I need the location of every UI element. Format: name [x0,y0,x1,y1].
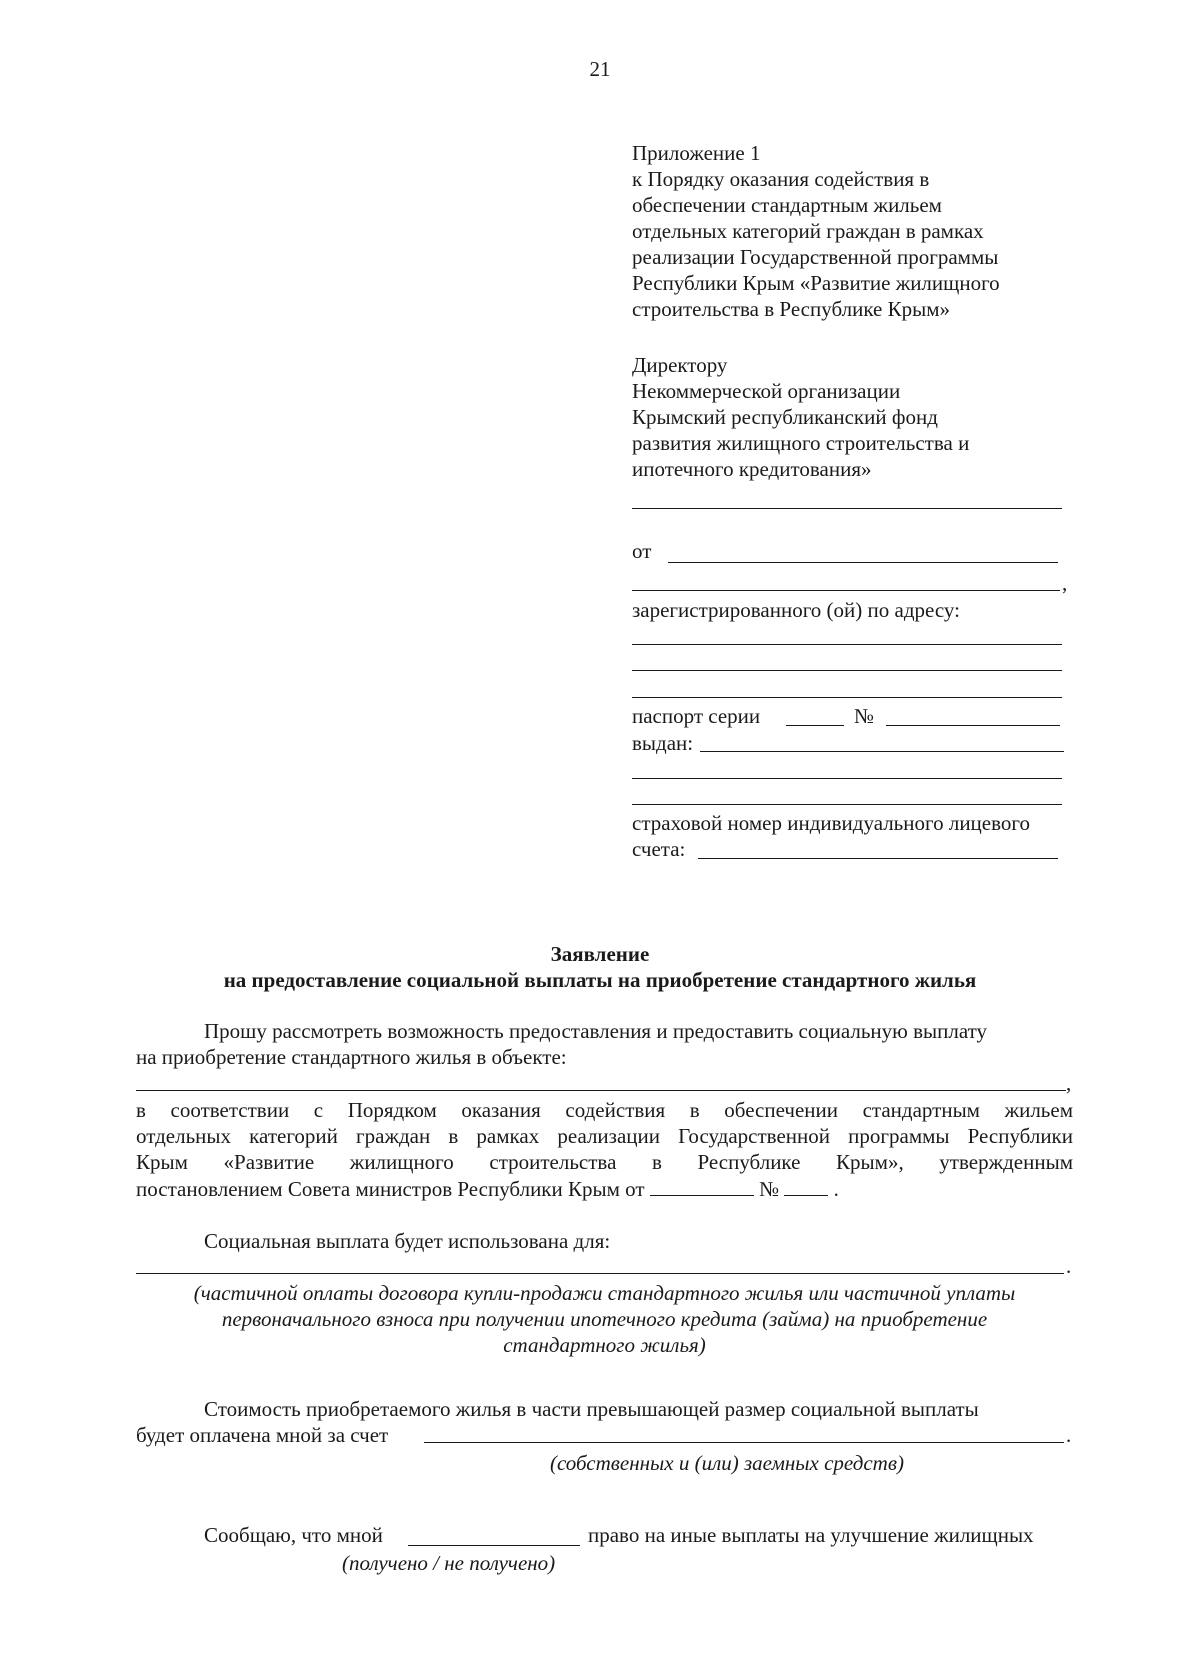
received-note: (получено / не получено) [342,1551,556,1575]
note-line: (частичной оплаты договора купли-продажи стандартного жилья или частичной уплаты [193,1281,1016,1305]
appendix-line: строительства в Республике Крым» [632,297,950,321]
text-line: Прошу рассмотреть возможность предоставления и предоставить социальную выплату [204,1019,988,1043]
addressee-name-field[interactable] [632,508,1062,509]
registered-label: зарегистрированного (ой) по адресу: [632,598,960,622]
comma: , [1066,1071,1072,1095]
appendix-line: Республики Крым «Развитие жилищного [632,271,1000,295]
issued-by-field-2[interactable] [632,778,1062,779]
address-field-3[interactable] [632,697,1062,698]
received-status-field[interactable] [408,1545,580,1546]
text-line: в соответствии с Порядком оказания содействия в обеспечении стандартным жильем [136,1098,1073,1122]
appendix-line: Приложение 1 [632,141,761,165]
funding-source-field[interactable] [424,1442,1064,1443]
appendix-header [632,140,1072,322]
address-field-2[interactable] [632,670,1062,671]
addressee-line: Некоммерческой организации [632,379,901,403]
period: . [1066,1254,1072,1278]
passport-series-field[interactable] [786,725,844,726]
paragraph-2 [136,1097,1073,1201]
number-sign: № [759,1177,780,1201]
resolution-date-field[interactable] [650,1175,754,1196]
appendix-line: реализации Государственной программы [632,245,999,269]
applicant-name-field-2[interactable] [632,590,1060,591]
paragraph-3: Социальная выплата будет использована для: [204,1229,611,1253]
page-number: 21 [589,57,611,81]
insurance-label: страховой номер индивидуального лицевого [632,811,1030,835]
insurance-number-field[interactable] [698,858,1058,859]
text-line: будет оплачена мной за счет [136,1423,389,1447]
period: . [1066,1423,1072,1447]
resolution-text: постановлением Совета министров Республики Крым от [136,1177,645,1201]
text-line [136,1175,1073,1201]
text-line: на приобретение стандартного жилья в объекте: [136,1045,567,1069]
note-line: первоначального взноса при получении ипотечного кредита (займа) на приобретение [221,1307,988,1331]
number-sign: № [854,704,875,728]
applicant-name-field[interactable] [668,562,1058,563]
issued-by-field-3[interactable] [632,804,1062,805]
comma: , [1062,571,1068,595]
paragraph-4 [136,1396,1073,1448]
document-subtitle: на предоставление социальной выплаты на приобретение стандартного жилья [223,968,977,992]
addressee-line: ипотечного кредитования» [632,457,872,481]
paragraph-1 [136,1018,1073,1070]
usage-note [136,1280,1073,1358]
issued-label: выдан: [632,731,694,755]
text-line: отдельных категорий граждан в рамках реализации Государственной программы Республики [136,1124,1073,1148]
resolution-number-field[interactable] [784,1175,828,1196]
addressee-line: развития жилищного строительства и [632,431,970,455]
text-line: Стоимость приобретаемого жилья в части превышающей размер социальной выплаты [204,1397,979,1421]
object-field[interactable] [136,1090,1066,1091]
period: . [833,1177,839,1201]
passport-series-label: паспорт серии [632,704,761,728]
text-line: Крым «Развитие жилищного строительства в Республике Крым», утвержденным [136,1150,1073,1174]
appendix-line: отдельных категорий граждан в рамках [632,219,984,243]
issued-by-field-1[interactable] [700,751,1064,752]
addressee-line: Директору [632,353,728,377]
addressee-block [632,352,1072,482]
passport-number-field[interactable] [886,725,1060,726]
address-field-1[interactable] [632,644,1062,645]
appendix-line: к Порядку оказания содействия в [632,167,930,191]
note-line: стандартного жилья) [503,1333,706,1357]
usage-field[interactable] [136,1273,1064,1274]
insurance-label-2: счета: [632,837,686,861]
from-label: от [632,539,652,563]
paragraph-5-start: Сообщаю, что мной [204,1523,383,1547]
paragraph-5-end: право на иные выплаты на улучшение жилищных [588,1523,1034,1547]
funding-note: (собственных и (или) заемных средств) [550,1451,904,1475]
document-title: Заявление [550,942,650,966]
addressee-line: Крымский республиканский фонд [632,405,938,429]
appendix-line: обеспечении стандартным жильем [632,193,942,217]
